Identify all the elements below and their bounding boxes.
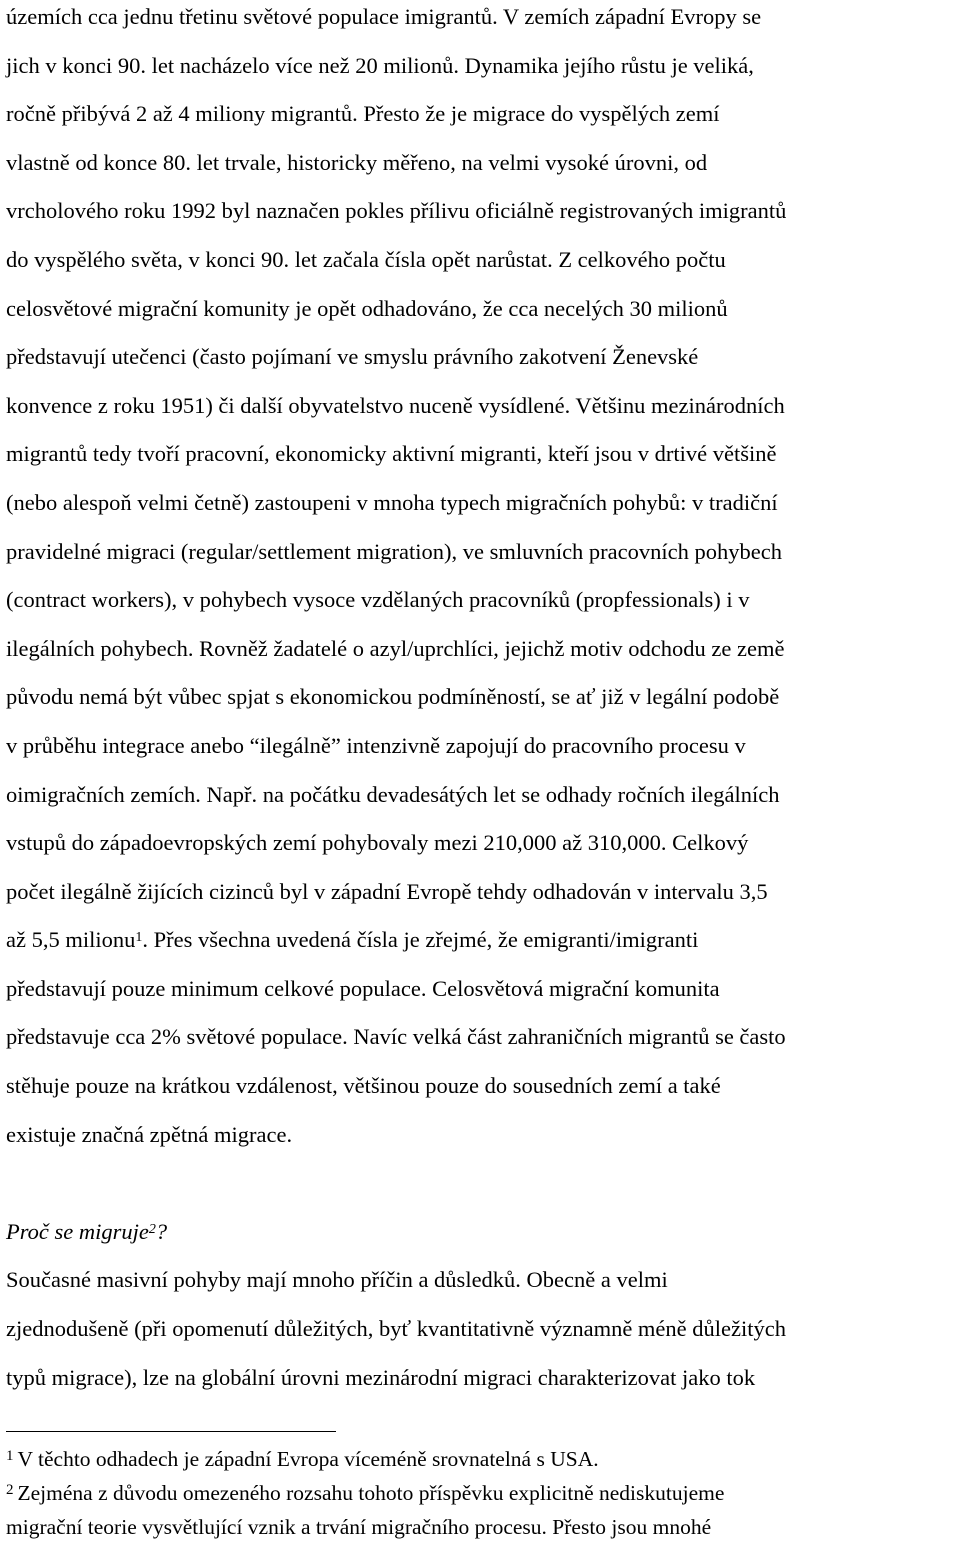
text-line: územích cca jednu třetinu světové populace imigrantů. V zemích západní Evropy se: [6, 4, 762, 29]
footnote-number: 2: [6, 1482, 14, 1498]
footnote-ref-1[interactable]: 1: [135, 930, 143, 946]
text-line: zjednodušeně (při opomenutí důležitých, byť kvantitativně významně méně důležitých: [6, 1316, 786, 1342]
text-line: vlastně od konce 80. let trvale, historicky měřeno, na velmi vysoké úrovni, od: [6, 149, 708, 175]
text-fragment: až 5,5 milionu: [6, 927, 136, 953]
text-line: oimigračních zemích. Např. na počátku devadesátých let se odhady ročních ilegálních: [6, 781, 780, 807]
text-line: typů migrace), lze na globální úrovni mezinárodní migraci charakterizovat jako tok: [6, 1364, 756, 1390]
text-line: původu nemá být vůbec spjat s ekonomickou podmíněností, se ať již v legální podobě: [6, 684, 780, 710]
footnote-ref-2[interactable]: 2: [148, 1221, 156, 1237]
footnote-number: 1: [6, 1448, 14, 1464]
text-line: představují utečenci (často pojímaní ve smyslu právního zakotvení Ženevské: [6, 344, 699, 370]
text-line: konvence z roku 1951) či další obyvatelstvo nuceně vysídlené. Většinu mezinárodních: [6, 392, 785, 418]
text-line: stěhuje pouze na krátkou vzdálenost, většinou pouze do sousedních zemí a také: [6, 1073, 721, 1099]
footnote-text: Zejména z důvodu omezeného rozsahu tohoto příspěvku explicitně nediskutujeme: [17, 1481, 725, 1505]
paragraph-gap: [6, 1159, 956, 1208]
text-line: Současné masivní pohyby mají mnoho příčin a důsledků. Obecně a velmi: [6, 1267, 668, 1293]
text-line: vrcholového roku 1992 byl naznačen pokles přílivu oficiálně registrovaných imigrantů: [6, 198, 787, 224]
text-line: jich v konci 90. let nacházelo více než 20 milionů. Dynamika jejího růstu je veliká,: [6, 52, 754, 78]
footnote-1: [6, 1442, 956, 1476]
text-line: existuje značná zpětná migrace.: [6, 1121, 293, 1147]
text-line: celosvětové migrační komunity je opět odhadováno, že cca necelých 30 milionů: [6, 295, 728, 321]
text-line: do vyspělého světa, v konci 90. let začala čísla opět narůstat. Z celkového počtu: [6, 246, 726, 272]
footnote-separator: [6, 1431, 336, 1432]
text-line: ročně přibývá 2 až 4 miliony migrantů. Přesto že je migrace do vyspělých zemí: [6, 101, 720, 127]
text-line: v průběhu integrace anebo “ilegálně” intenzivně zapojují do pracovního procesu v: [6, 732, 746, 758]
section-heading-tail: ?: [155, 1218, 168, 1244]
text-line-with-footnote: [6, 916, 956, 965]
footnote-2-continuation: migrační teorie vysvětlující vznik a trvání migračního procesu. Přesto jsou mnohé: [6, 1515, 712, 1539]
text-line: představuje cca 2% světové populace. Navíc velká část zahraničních migrantů se často: [6, 1024, 786, 1050]
footnote-text: V těchto odhadech je západní Evropa víceméně srovnatelná s USA.: [17, 1447, 599, 1471]
text-line: počet ilegálně žijících cizinců byl v západní Evropě tehdy odhadován v intervalu 3,5: [6, 878, 768, 904]
body-text: [6, 0, 956, 1402]
text-line: vstupů do západoevropských zemí pohybovaly mezi 210,000 až 310,000. Celkový: [6, 830, 749, 856]
section-heading-text: Proč se migruje: [6, 1218, 149, 1244]
footnotes: [6, 1442, 956, 1544]
text-line: ilegálních pohybech. Rovněž žadatelé o azyl/uprchlíci, jejichž motiv odchodu ze země: [6, 635, 785, 661]
section-heading: [6, 1208, 956, 1257]
text-line: (nebo alespoň velmi četně) zastoupeni v mnoha typech migračních pohybů: v tradiční: [6, 489, 778, 515]
footnote-2: [6, 1476, 956, 1510]
text-line: představují pouze minimum celkové populace. Celosvětová migrační komunita: [6, 975, 720, 1001]
text-fragment: . Přes všechna uvedená čísla je zřejmé, že emigranti/imigranti: [142, 927, 699, 953]
text-line: (contract workers), v pohybech vysoce vzdělaných pracovníků (propfessionals) i v: [6, 587, 750, 613]
text-line: pravidelné migraci (regular/settlement migration), ve smluvních pracovních pohybech: [6, 538, 782, 564]
text-line: migrantů tedy tvoří pracovní, ekonomicky aktivní migranti, kteří jsou v drtivé většině: [6, 441, 777, 467]
